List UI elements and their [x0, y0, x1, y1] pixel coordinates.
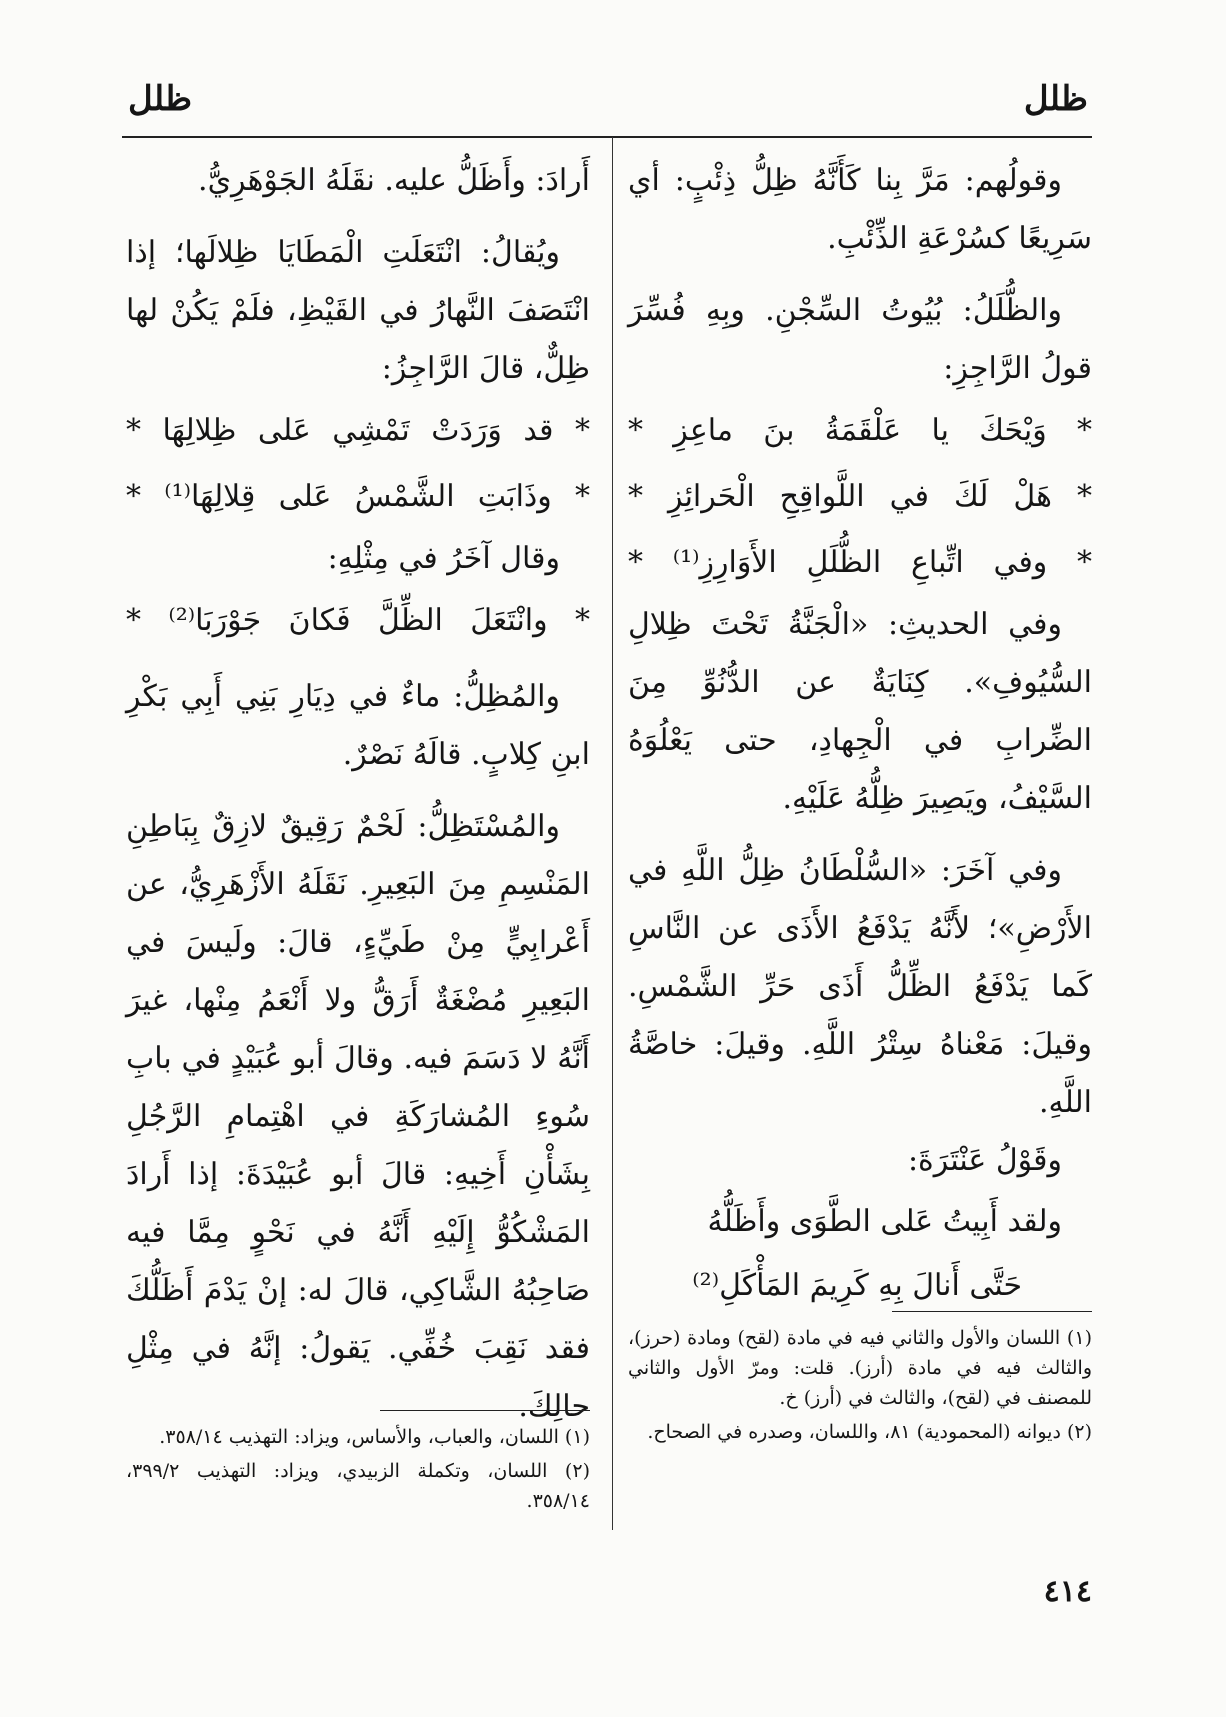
page-number: ٤١٤	[1043, 1574, 1092, 1609]
poem-line: حَتَّى أَنالَ بِهِ كَرِيمَ المَأْكَلِ⁽²⁾	[692, 1268, 1022, 1303]
verse-line: * وَيْحَكَ يا عَلْقَمَةُ بنَ ماعِزِ *	[628, 413, 1092, 448]
verse-line: * قد وَرَدَتْ تَمْشِي عَلى ظِلالِهَا *	[126, 413, 590, 448]
entry-paragraph: والمُظِلُّ: ماءٌ في دِيَارِ بَنِي أَبِي بَكْرِ ابنِ كِلابٍ. قالَهُ نَصْرٌ.	[126, 679, 590, 772]
footnote: (٢) اللسان، وتكملة الزبيدي، ويزاد: التهذيب ٣٩٩/٢، ٣٥٨/١٤.	[126, 1460, 590, 1512]
verse-line: * وفي اتِّباعِ الظُّلَلِ الأَوَارِزِ⁽¹⁾ *	[628, 545, 1093, 580]
verse-line: * وذَابَتِ الشَّمْسُ عَلى قِلالِهَا⁽¹⁾ *	[126, 479, 590, 514]
entry-paragraph: وفي الحديثِ: «الْجَنَّةُ تَحْتَ ظِلالِ السُّيُوفِ». كِنَايَةٌ عن الدُّنُوِّ مِنَ الضِّرابِ في الْجِهادِ، حتى يَعْلُوَهُ السَّيْفُ، ويَصِيرَ ظِلُّهُ عَلَيْهِ.	[628, 607, 1092, 816]
header-rule	[122, 136, 1092, 138]
poem-line: ولقد أَبِيتُ عَلى الطَّوَى وأَظَلُّهُ	[707, 1204, 1062, 1239]
footnotes-left	[126, 1422, 590, 1520]
entry-paragraph: والمُسْتَظِلُّ: لَحْمٌ رَقِيقٌ لازِقٌ بِبَاطِنِ المَنْسِمِ مِنَ البَعِيرِ. نَقَلَهُ الأَزْهَرِيُّ، عن أَعْرابِيٍّ مِنْ طَيِّءٍ، قالَ: ولَيسَ في البَعِيرِ مُضْغَةٌ أَرَقُّ ولا أَنْعَمُ مِنْها، غيرَ أَنَّهُ لا دَسَمَ فيه. وقالَ أبو عُبَيْدٍ في بابِ سُوءِ المُشارَكَةِ في اهْتِمامِ الرَّجُلِ بِشَأْنِ أَخِيهِ: قالَ أبو عُبَيْدَةَ: إذا أَرادَ المَشْكُوُّ إِلَيْهِ أَنَّهُ في نَحْوٍ مِمَّا فيه صَاحِبُهُ الشَّاكِي، قالَ له: إنْ يَدْمَ أَظَلُّكَ فقد نَقِبَ خُفِّي. يَقولُ: إنَّهُ في مِثْلِ حالِكَ.	[126, 809, 590, 1424]
entry-paragraph: وقال آخَرُ في مِثْلِهِ:	[327, 541, 560, 576]
verse-line: * هَلْ لَكَ في اللَّواقِحِ الْحَرائِزِ *	[628, 479, 1092, 514]
entry-paragraph: وقولُهم: مَرَّ بِنا كَأَنَّهُ ظِلُّ ذِئْبٍ: أي سَرِيعًا كسُرْعَةِ الذِّئْبِ.	[628, 163, 1092, 256]
footnote: (٢) ديوانه (المحمودية) ٨١، واللسان، وصدره في الصحاح.	[647, 1421, 1092, 1443]
running-header-left: ظلل	[128, 79, 193, 119]
entry-paragraph: وفي آخَرَ: «السُّلْطَانُ ظِلُّ اللَّهِ في الأَرْضِ»؛ لأَنَّهُ يَدْفَعُ الأَذَى عن النَّاسِ كَما يَدْفَعُ الظِّلُّ أَذَى حَرِّ الشَّمْسِ. وقيلَ: مَعْناهُ سِتْرُ اللَّهِ. وقيلَ: خاصَّةُ اللَّهِ.	[628, 853, 1092, 1120]
right-column	[628, 152, 1092, 1318]
running-header-right: ظلل	[1023, 79, 1088, 119]
entry-paragraph: وقَوْلُ عَنْتَرَةَ:	[907, 1143, 1062, 1178]
footnote-rule-right	[892, 1311, 1092, 1312]
footnotes-right	[628, 1323, 1092, 1451]
entry-paragraph: والظُّلَلُ: بُيُوتُ السِّجْنِ. وبِهِ فُسِّرَ قولُ الرَّاجِزِ:	[628, 293, 1092, 386]
footnote-rule-left	[380, 1410, 590, 1411]
footnote: (١) اللسان، والعباب، والأساس، ويزاد: التهذيب ٣٥٨/١٤.	[159, 1426, 590, 1448]
entry-paragraph: ويُقالُ: انْتَعَلَتِ الْمَطَايَا ظِلالَها؛ إذا انْتَصَفَ النَّهارُ في القَيْظِ، فلَمْ يَكُنْ لها ظِلٌّ، قالَ الرَّاجِزُ:	[126, 235, 590, 386]
entry-paragraph: أَرادَ: وأَظَلُّ عليه. نقَلَهُ الجَوْهَرِيُّ.	[198, 163, 590, 198]
verse-line: * وانْتَعَلَ الظِّلَّ فَكانَ جَوْرَبَا⁽²⁾ *	[126, 603, 590, 638]
footnote: (١) اللسان والأول والثاني فيه في مادة (لقح) ومادة (حرز)، والثالث فيه في مادة (أرز). قلت: ومرّ الأول والثاني للمصنف في (لقح)، والثالث في (أرز) خ.	[628, 1327, 1092, 1409]
left-column	[126, 152, 590, 1436]
column-divider	[612, 137, 613, 1530]
